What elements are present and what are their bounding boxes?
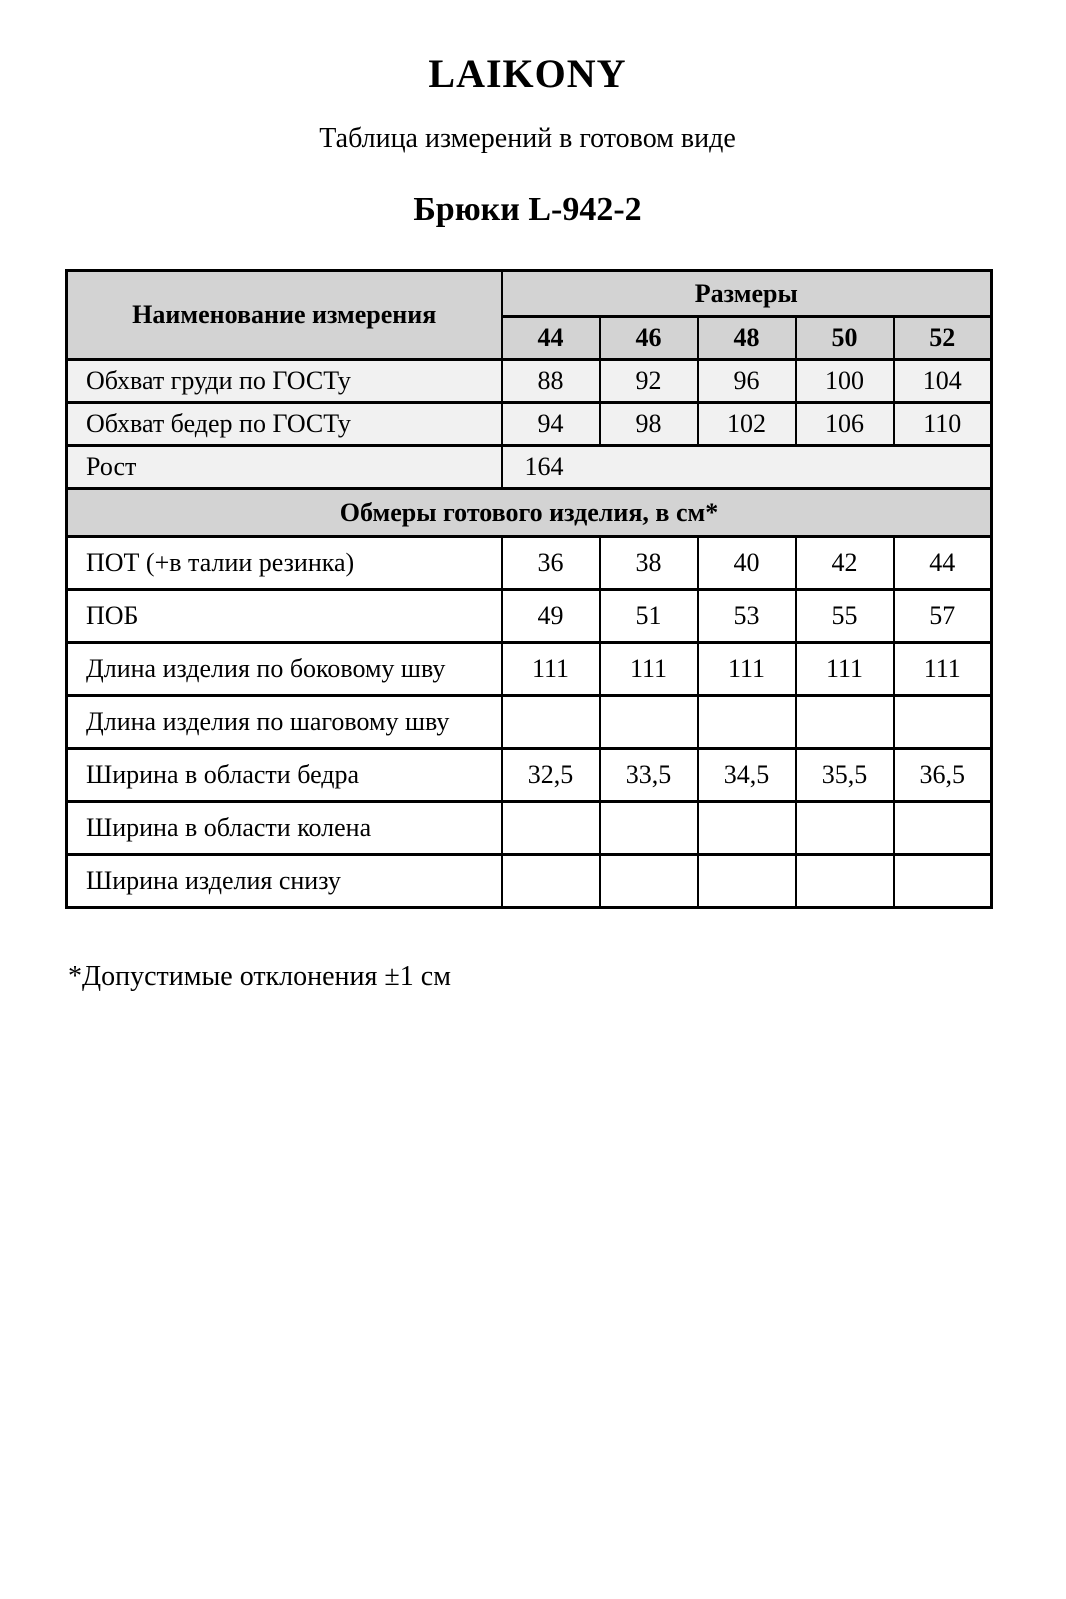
row-label: Ширина в области колена	[67, 802, 502, 855]
table-row-bottom-width	[67, 855, 992, 908]
row-label: Обхват бедер по ГОСТу	[67, 403, 502, 446]
table-row-chest-girth	[67, 360, 992, 403]
document-subtitle: Таблица измерений в готовом виде	[319, 123, 736, 154]
column-header-measurement-name: Наименование измерения	[67, 271, 502, 360]
measurement-table	[65, 269, 993, 909]
row-value	[796, 696, 894, 749]
table-row-inseam-length	[67, 696, 992, 749]
row-value	[502, 855, 600, 908]
row-label: Ширина изделия снизу	[67, 855, 502, 908]
row-value: 106	[796, 403, 894, 446]
row-value: 100	[796, 360, 894, 403]
row-label: Длина изделия по боковому шву	[67, 643, 502, 696]
row-value	[796, 855, 894, 908]
row-value	[600, 802, 698, 855]
row-value	[894, 696, 992, 749]
row-value: 36	[502, 537, 600, 590]
row-value: 49	[502, 590, 600, 643]
row-value: 88	[502, 360, 600, 403]
row-value: 40	[698, 537, 796, 590]
section-title: Обмеры готового изделия, в см*	[67, 489, 992, 537]
row-value: 35,5	[796, 749, 894, 802]
row-value: 53	[698, 590, 796, 643]
row-value: 111	[698, 643, 796, 696]
table-row-hip-half-girth	[67, 590, 992, 643]
tolerance-footnote: *Допустимые отклонения ±1 см	[68, 961, 451, 992]
row-label: Ширина в области бедра	[67, 749, 502, 802]
brand-title: LAIKONY	[428, 51, 627, 96]
row-label: Длина изделия по шаговому шву	[67, 696, 502, 749]
row-value: 98	[600, 403, 698, 446]
table-header-row-sizes-label	[67, 271, 992, 317]
row-label: ПОБ	[67, 590, 502, 643]
table-row-thigh-width	[67, 749, 992, 802]
row-value	[600, 855, 698, 908]
row-value: 110	[894, 403, 992, 446]
row-value: 55	[796, 590, 894, 643]
row-value: 94	[502, 403, 600, 446]
row-value: 36,5	[894, 749, 992, 802]
row-value: 111	[600, 643, 698, 696]
row-value: 111	[502, 643, 600, 696]
table-section-row	[67, 489, 992, 537]
row-label: ПОТ (+в талии резинка)	[67, 537, 502, 590]
row-value: 57	[894, 590, 992, 643]
size-header-50: 50	[796, 317, 894, 360]
row-value	[698, 802, 796, 855]
row-value: 51	[600, 590, 698, 643]
row-value: 111	[796, 643, 894, 696]
row-value: 34,5	[698, 749, 796, 802]
row-value	[698, 855, 796, 908]
row-value-height: 164	[502, 446, 992, 489]
row-value: 111	[894, 643, 992, 696]
row-value: 44	[894, 537, 992, 590]
row-value	[796, 802, 894, 855]
row-value: 102	[698, 403, 796, 446]
column-header-sizes-group: Размеры	[502, 271, 992, 317]
table-row-hip-girth	[67, 403, 992, 446]
size-header-52: 52	[894, 317, 992, 360]
table-row-height	[67, 446, 992, 489]
document-header	[65, 50, 990, 229]
row-value: 96	[698, 360, 796, 403]
row-label: Обхват груди по ГОСТу	[67, 360, 502, 403]
table-row-knee-width	[67, 802, 992, 855]
table-row-waist-half-girth	[67, 537, 992, 590]
size-header-44: 44	[502, 317, 600, 360]
size-header-48: 48	[698, 317, 796, 360]
row-value	[600, 696, 698, 749]
row-value: 33,5	[600, 749, 698, 802]
size-header-46: 46	[600, 317, 698, 360]
row-value: 38	[600, 537, 698, 590]
row-value	[698, 696, 796, 749]
row-value: 104	[894, 360, 992, 403]
row-label: Рост	[67, 446, 502, 489]
row-value	[502, 696, 600, 749]
row-value: 42	[796, 537, 894, 590]
row-value	[894, 802, 992, 855]
row-value: 32,5	[502, 749, 600, 802]
row-value: 92	[600, 360, 698, 403]
row-value	[502, 802, 600, 855]
product-title: Брюки L-942-2	[413, 191, 642, 228]
row-value	[894, 855, 992, 908]
table-row-side-seam-length	[67, 643, 992, 696]
